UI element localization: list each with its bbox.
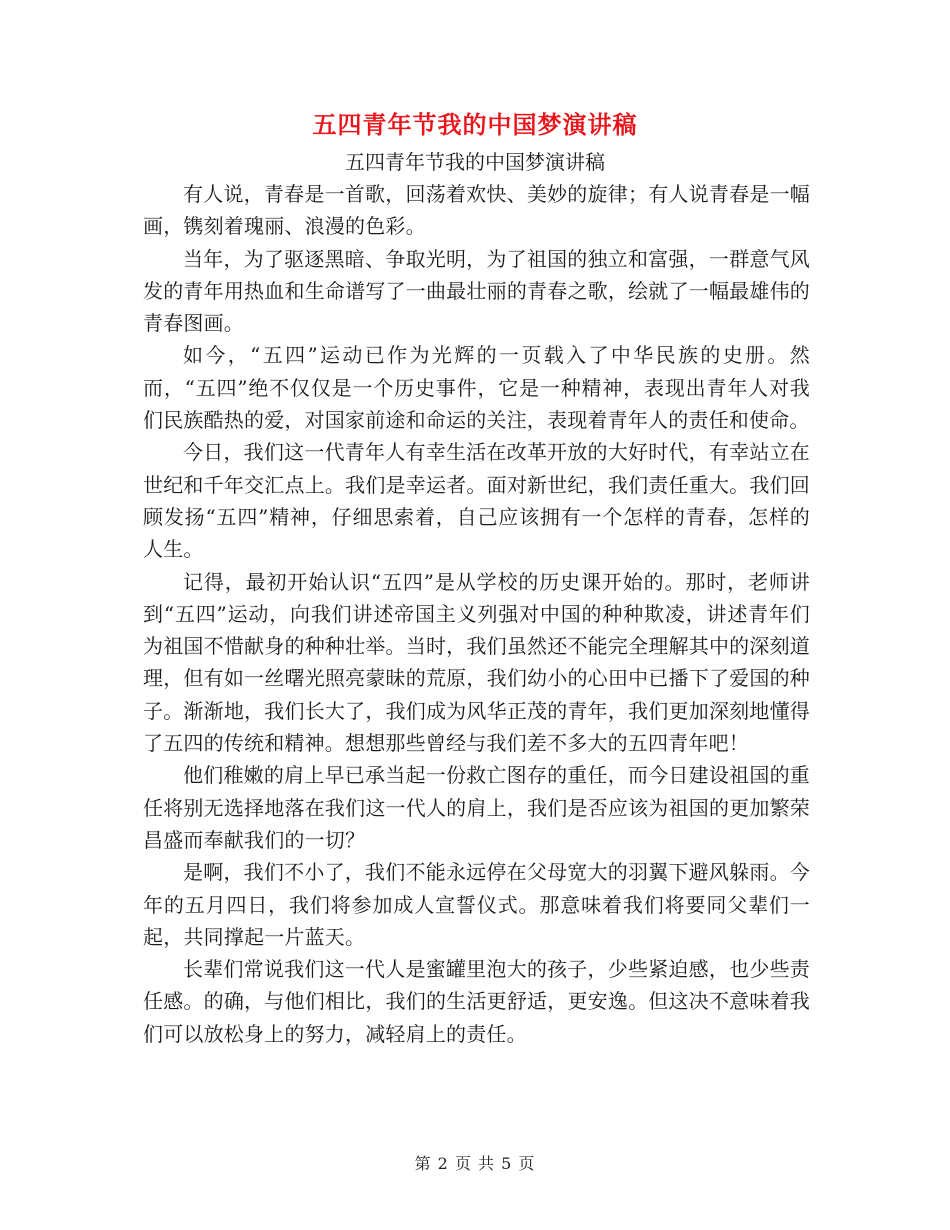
paragraph: 今日，我们这一代青年人有幸生活在改革开放的大好时代，有幸站立在世纪和千年交汇点上。我们是幸运者。面对新世纪，我们责任重大。我们回顾发扬“五四”精神，仔细思索着，自己应该拥有一个怎样的青春，怎样的人生。	[143, 440, 810, 562]
paragraph: 如今，“五四”运动已作为光辉的一页载入了中华民族的史册。然而，“五四”绝不仅仅是一个历史事件，它是一种精神，表现出青年人对我们民族酷热的爱，对国家前途和命运的关注，表现着青年人的责任和使命。	[143, 343, 810, 433]
paragraph: 是啊，我们不小了，我们不能永远停在父母宽大的羽翼下避风躲雨。今年的五月四日，我们将参加成人宣誓仪式。那意味着我们将要同父辈们一起，共同撑起一片蓝天。	[143, 860, 810, 949]
document-body	[143, 178, 810, 1050]
page-number-footer: 第 2 页 共 5 页	[414, 1154, 536, 1173]
paragraph: 当年，为了驱逐黑暗、争取光明，为了祖国的独立和富强，一群意气风发的青年用热血和生命谱写了一曲最壮丽的青春之歌，绘就了一幅最雄伟的青春图画。	[143, 246, 810, 336]
paragraph: 长辈们常说我们这一代人是蜜罐里泡大的孩子，少些紧迫感，也少些责任感。的确，与他们相比，我们的生活更舒适，更安逸。但这决不意味着我们可以放松身上的努力，减轻肩上的责任。	[143, 957, 810, 1046]
paragraph: 记得，最初开始认识“五四”是从学校的历史课开始的。那时，老师讲到“五四”运动，向我们讲述帝国主义列强对中国的种种欺凌，讲述青年们为祖国不惜献身的种种壮举。当时，我们虽然还不能完全理解其中的深刻道理，但有如一丝曙光照亮蒙昧的荒原，我们幼小的心田中已播下了爱国的种子。渐渐地，我们长大了，我们成为风华正茂的青年，我们更加深刻地懂得了五四的传统和精神。想想那些曾经与我们差不多大的五四青年吧！	[143, 569, 810, 756]
paragraph: 他们稚嫩的肩上早已承当起一份救亡图存的重任，而今日建设祖国的重任将别无选择地落在我们这一代人的肩上，我们是否应该为祖国的更加繁荣昌盛而奉献我们的一切？	[143, 763, 810, 852]
document-subtitle: 五四青年节我的中国梦演讲稿	[345, 150, 605, 174]
paragraph: 有人说，青春是一首歌，回荡着欢快、美妙的旋律；有人说青春是一幅画，镌刻着瑰丽、浪漫的色彩。	[143, 182, 810, 239]
document-title: 五四青年节我的中国梦演讲稿	[312, 110, 638, 139]
